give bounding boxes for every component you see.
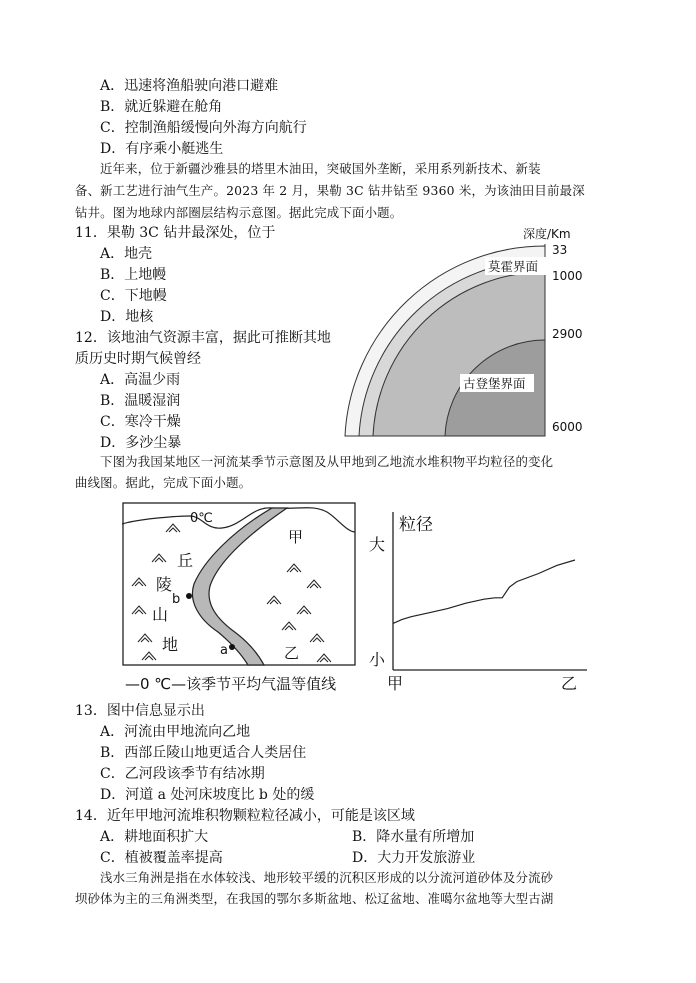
q11-stem: 11．果勒 3C 钻井最深处，位于: [75, 225, 276, 241]
q12-stem-line1: 12．该地油气资源丰富，据此可推断其地: [75, 330, 331, 346]
depth-33: 33: [552, 243, 568, 257]
hill-char-3: 山: [152, 605, 169, 624]
q12-option-b: B．温暖湿润: [100, 393, 181, 409]
option-d: D．有序乘小艇逃生: [100, 141, 224, 157]
point-a: [229, 644, 235, 650]
q11-option-b: B．上地幔: [100, 267, 167, 283]
option-b: B．就近躲避在舱角: [100, 99, 223, 115]
q13-option-c: C．乙河段该季节有结冰期: [100, 766, 265, 782]
option-a: A．迅速将渔船驶向港口避难: [100, 78, 279, 94]
x-tick-yi: 乙: [561, 674, 578, 693]
q11-option-d: D．地核: [100, 309, 154, 325]
hill-char-2: 陵: [156, 575, 173, 594]
intro3-line1: 浅水三角洲是指在水体较浅、地形较平缓的沉积区形成的以分流河道砂体及分流砂: [100, 870, 554, 885]
q11-option-c: C．下地幔: [100, 288, 167, 304]
depth-1000: 1000: [552, 269, 583, 283]
option-c: C．控制渔船缓慢向外海方向航行: [100, 120, 307, 136]
q14-option-a: A．耕地面积扩大: [100, 829, 209, 845]
intro1-line1: 近年来，位于新疆沙雅县的塔里木油田，突破国外垄断，采用系列新技术、新装: [100, 161, 541, 176]
jia-label: 甲: [288, 528, 304, 546]
grain-size-series-line: [393, 560, 575, 623]
intro2-line2: 曲线图。据此，完成下面小题。: [75, 475, 252, 490]
q12-option-c: C．寒冷干燥: [100, 414, 181, 430]
y-tick-small: 小: [369, 650, 386, 669]
depth-2900: 2900: [552, 327, 583, 341]
q14-option-b: B．降水量有所增加: [352, 829, 475, 845]
chart-title: 粒径: [399, 515, 433, 535]
isotherm-label: 0℃: [190, 511, 213, 526]
intro1-line2: 备、新工艺进行油气生产。2023 年 2 月，果勒 3C 钻井钻至 9360 米，为该油田目前最深: [75, 183, 585, 198]
q13-option-d: D．河道 a 处河床坡度比 b 处的缓: [100, 787, 315, 803]
q14-option-c: C．植被覆盖率提高: [100, 850, 223, 866]
hill-char-4: 地: [162, 635, 179, 654]
q13-option-a: A．河流由甲地流向乙地: [100, 724, 251, 740]
river-map: [122, 502, 357, 672]
x-tick-jia: 甲: [387, 674, 404, 693]
earth-interior-diagram: [340, 224, 590, 439]
q13-stem: 13．图中信息显示出: [75, 703, 205, 719]
point-b: [186, 593, 192, 599]
depth-6000: 6000: [552, 420, 583, 434]
q11-option-a: A．地壳: [100, 246, 153, 262]
y-tick-large: 大: [369, 535, 386, 554]
hill-char-1: 丘: [177, 551, 194, 570]
intro2-line1: 下图为我国某地区一河流某季节示意图及从甲地到乙地流水堆积物平均粒径的变化: [100, 454, 554, 469]
point-a-label: a: [220, 643, 228, 658]
intro3-line2: 坝砂体为主的三角洲类型，在我国的鄂尔多斯盆地、松辽盆地、准噶尔盆地等大型古湖: [75, 891, 554, 906]
intro1-line3: 钻井。图为地球内部圈层结构示意图。据此完成下面小题。: [75, 205, 403, 220]
q14-stem: 14．近年甲地河流堆积物颗粒粒径减小，可能是该区域: [75, 808, 415, 824]
q12-stem-line2: 质历史时期气候曾经: [75, 351, 201, 367]
q12-option-d: D．多沙尘暴: [100, 435, 182, 451]
depth-axis-label: 深度/Km: [523, 227, 571, 241]
yi-label: 乙: [284, 644, 300, 662]
q14-option-d: D．大力开发旅游业: [352, 850, 476, 866]
q13-option-b: B．西部丘陵山地更适合人类居住: [100, 745, 307, 761]
moho-label: 莫霍界面: [488, 259, 539, 274]
isotherm-caption: —0 ℃—该季节平均气温等值线: [125, 675, 337, 693]
gutenberg-label: 古登堡界面: [463, 376, 526, 391]
grain-size-chart: [365, 508, 590, 698]
point-b-label: b: [172, 592, 181, 607]
q12-option-a: A．高温少雨: [100, 372, 181, 388]
